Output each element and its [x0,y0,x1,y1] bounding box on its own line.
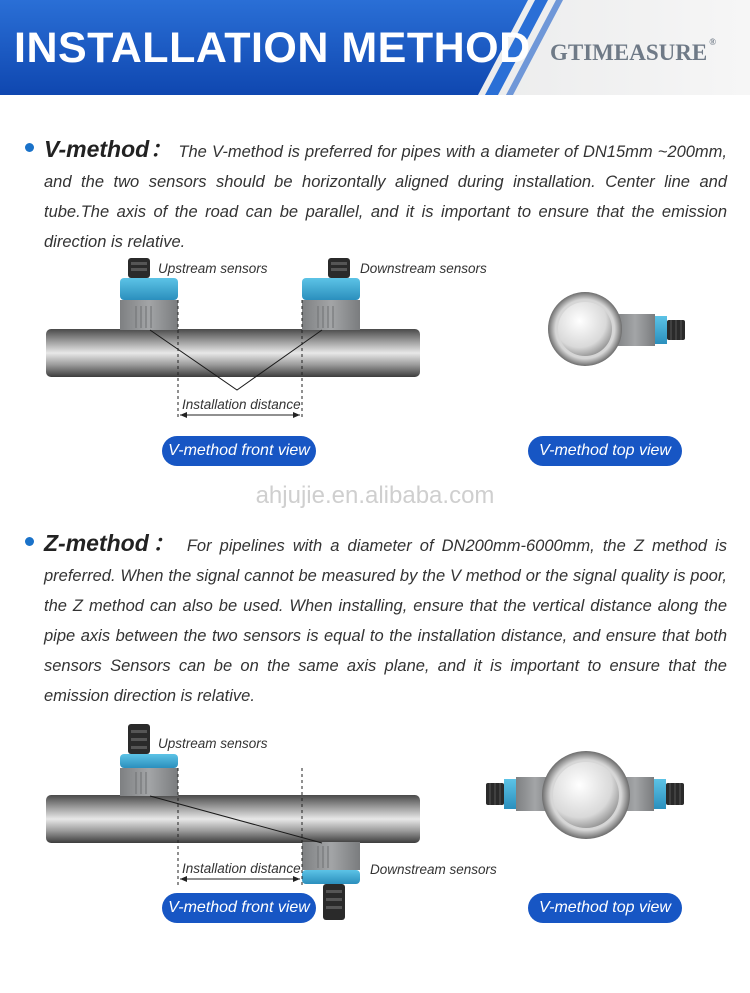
z-downstream-label: Downstream sensors [370,862,497,877]
z-top-view-button: V-method top view [528,893,682,923]
v-upstream-label: Upstream sensors [158,261,268,276]
v-method-paragraph [44,134,727,257]
page-title: INSTALLATION METHOD [14,24,531,72]
v-method-description: The V-method is preferred for pipes with a diameter of DN15mm ~200mm, and the two sensors should be horizontally aligned during installation. Center line and tube.The axis of the road can be parallel, and it is important to ensure that the emission direction is relative. [44,143,727,251]
v-front-view-button: V-method front view [162,436,316,466]
header-banner [0,0,750,95]
z-method-description: For pipelines with a diameter of DN200mm-6000mm, the Z method is preferred. When the signal cannot be measured by the V method or the signal quality is poor, the Z method can also be used. When installing, ensure that the vertical distance along the pipe axis between the two sensors is equal to the installation distance, and ensure that both sensors Sensors can be on the same axis plane, and it is important to ensure that the emission direction is relative. [44,537,727,705]
v-method-bullet [25,143,34,152]
v-downstream-sensor [302,258,360,330]
v-method-title: V-method [44,136,150,162]
z-method-bullet [25,537,34,546]
z-method-title: Z-method [44,530,149,556]
v-signal-path [150,330,322,390]
z-distance-label: Installation distance [182,861,301,876]
z-method-paragraph [44,528,727,711]
z-top-view [486,751,684,839]
brand-logo [550,37,716,66]
z-signal-path [150,796,322,843]
v-distance-label: Installation distance [182,397,301,412]
z-upstream-label: Upstream sensors [158,736,268,751]
z-upstream-sensor [120,724,178,796]
z-pipe [46,795,420,843]
v-top-view-button: V-method top view [528,436,682,466]
watermark-text: ahjujie.en.alibaba.com [255,482,495,509]
v-top-view [548,292,685,366]
z-method-separator: ： [148,530,179,556]
registered-mark: ® [709,37,716,48]
brand-name: GTIMEASURE [550,40,708,65]
v-method-separator: ： [149,136,174,162]
v-pipe [46,329,420,377]
z-front-view-button: V-method front view [162,893,316,923]
v-downstream-label: Downstream sensors [360,261,487,276]
